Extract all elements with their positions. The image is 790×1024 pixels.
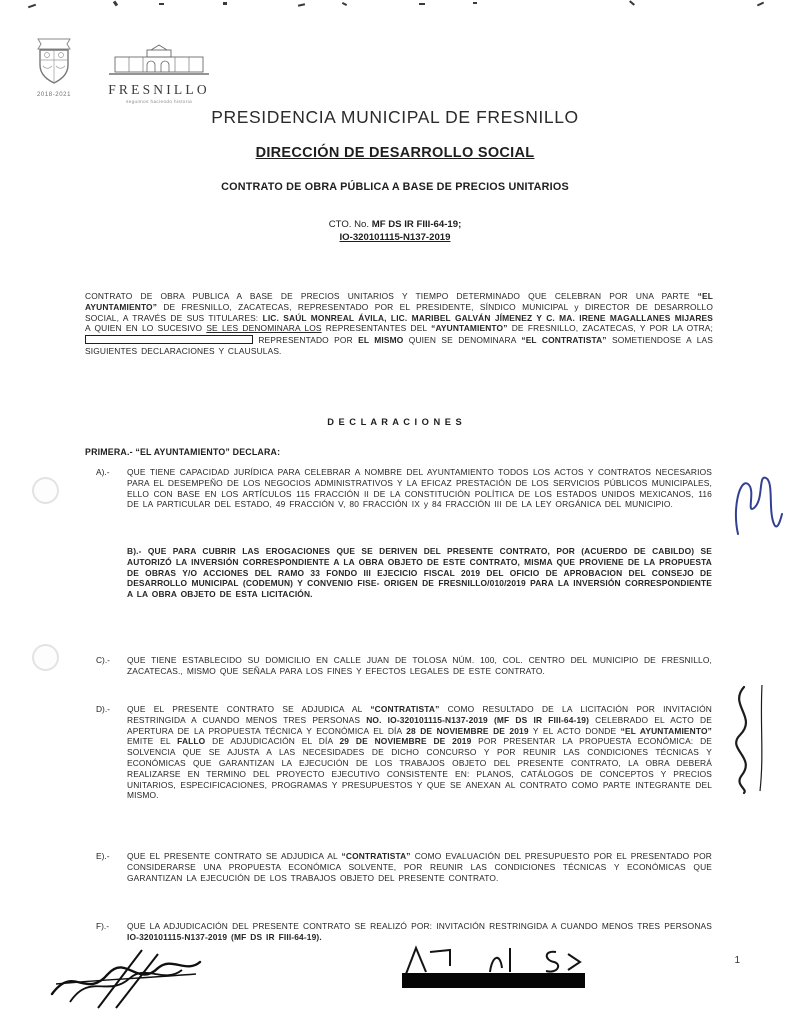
item-label: F).- <box>96 921 110 931</box>
text-segment: Y EL ACTO DONDE <box>528 725 621 736</box>
item-label: E).- <box>96 851 110 861</box>
io-number: IO-320101115-N137-2019 <box>339 232 451 243</box>
scan-mark <box>113 1 118 7</box>
margin-signature-ink-2 <box>714 683 772 795</box>
item-text <box>127 467 712 510</box>
scan-mark <box>419 3 425 5</box>
scan-mark <box>629 0 635 5</box>
text-segment: POR PRESENTAR LA PROPUESTA ECONÓMICA: DE SOLVENCIA QUE SE AJUSTA A LAS NECESIDADES DE DICHO CONCURSO Y POR REUNIR LAS CONDICIONES TÉCNICAS Y ECONÓMICAS QUE GARANTIZAN LA EJECUCIÓN DE LOS TRABAJOS OBJETO DEL PRESENTE CONTRATO, LA OBRA DEBERÁ REALIZARSE EN TERMINO DEL PROYECTO EJECUTIVO CONSISTENTE EN: PLANOS, CATÁLOGOS DE CONCEPTOS Y PRECIOS UNITARIOS, ESPECIFICACIONES, PROGRAMAS Y PRESUPUESTOS Y QUE SE ANEXAN AL CONTRATO COMO PARTE INTEGRANTE DEL MISMO. <box>127 736 712 801</box>
declarations-heading: D E C L A R A C I O N E S <box>327 417 463 427</box>
declaration-item-e <box>96 851 712 883</box>
hole-punch <box>32 644 59 671</box>
text-segment: LIC. SAÚL MONREAL ÁVILA, LIC. MARIBEL GALVÁN JÍMENEZ Y C. MA. IRENE MAGALLANES MIJARES <box>262 312 713 323</box>
department-title: DIRECCIÓN DE DESARROLLO SOCIAL <box>255 145 535 161</box>
text-segment: CELEBRADO EL ACTO DE APERTURA DE LA PROPUESTA TÉCNICA Y ECONÓMICA EL DÍA <box>127 714 712 736</box>
tender-number-line <box>0 232 790 243</box>
fresnillo-wordmark: FRESNILLO <box>108 82 210 97</box>
declaration-item-f <box>96 921 712 943</box>
text-segment: A QUIEN EN LO SUCESIVO <box>85 323 207 334</box>
text-segment: REPRESENTADO POR <box>253 335 359 346</box>
text-segment: “AYUNTAMIENTO” <box>431 323 508 334</box>
text-segment: “EL CONTRATISTA” <box>521 335 607 346</box>
primera-heading: PRIMERA.- “EL AYUNTAMIENTO” DECLARA: <box>85 447 281 457</box>
text-segment: QUE TIENE CAPACIDAD JURÍDICA PARA CELEBRAR A NOMBRE DEL AYUNTAMIENTO TODOS LOS ACTOS Y CONTRATOS NECESARIOS PARA EL DESEMPEÑO DE LOS NEGOCIOS ADMINISTRATIVOS Y LA EFICAZ PRESTACIÓN DE LOS SERVICIOS PÚBLICOS MUNICIPALES, ELLO CON BASE EN LOS ARTÍCULOS 115 FRACCIÓN II DE LA CONSTITUCIÓN POLÍTICA DE LOS ESTADOS UNIDOS MEXICANOS, 116 DE LA PARTICULAR DEL ESTADO, 49 FRACCIÓN V, 80 FRACCIÓN IX y 84 FRACCIÓN III DE LA LEY ORGÁNICA DEL MUNICIPIO. <box>127 467 712 510</box>
text-segment: DE ADJUDICACIÓN EL DÍA <box>205 736 340 747</box>
contract-type-title: CONTRATO DE OBRA PÚBLICA A BASE DE PRECIOS UNITARIOS <box>221 181 569 193</box>
item-text <box>127 921 712 943</box>
text-segment: COMO RESULTADO DE LA LICITACIÓN POR INVITACIÓN RESTRINGIDA A CUANDO MENOS TRES PERSONAS <box>127 704 712 725</box>
crest-shield-icon <box>28 36 80 86</box>
scan-mark <box>342 2 347 6</box>
fresnillo-logo <box>102 44 216 104</box>
text-segment: QUE EL PRESENTE CONTRATO SE ADJUDICA AL <box>127 704 371 714</box>
text-segment: QUE LA ADJUDICACIÓN DEL PRESENTE CONTRATO SE REALIZÓ POR: INVITACIÓN RESTRINGIDA A CUANDO MENOS TRES PERSONAS <box>127 921 712 931</box>
item-text <box>127 851 712 883</box>
text-segment: “CONTRATISTA” <box>370 704 440 714</box>
text-segment: EMITE EL <box>127 736 178 747</box>
declaration-item-a <box>96 467 712 510</box>
item-label: A).- <box>96 467 110 477</box>
text-segment: REPRESENTANTES DEL <box>321 323 432 334</box>
text-segment: QUIEN SE DENOMINARA <box>403 335 522 346</box>
intro-paragraph <box>85 291 713 357</box>
text-segment: DE FRESNILLO, ZACATECAS, Y POR LA OTRA; <box>507 323 713 334</box>
text-segment: SE LES DENOMINARA LOS <box>206 323 322 334</box>
text-segment: FALLO <box>177 736 206 747</box>
text-segment: CONTRATO DE OBRA PUBLICA A BASE DE PRECIOS UNITARIOS Y TIEMPO DETERMINADO QUE CELEBRAN POR UNA PARTE <box>85 291 698 301</box>
item-label: D).- <box>96 704 110 714</box>
item-text <box>127 655 712 677</box>
scan-mark <box>28 4 36 9</box>
hole-punch <box>32 477 59 504</box>
cto-number: MF DS IR FIII-64-19; <box>371 219 462 230</box>
text-segment: IO-320101115-N137-2019 (MF DS IR FIII-64-19). <box>127 931 322 942</box>
crest-years-label: 2018-2021 <box>36 92 72 98</box>
text-segment: COMO EVALUACIÓN DEL PRESUPUESTO POR EL PRESENTADO POR CONSIDERARSE UNA PROPUESTA ECONÓMICA SOLVENTE, POR REUNIR LAS CONDICIONES TÉCNICAS Y ECONÓMICAS QUE GARANTIZAN LA EJECUCIÓN DE LOS TRABAJOS OBJETO DEL PRESENTE CONTRATO. <box>127 851 713 883</box>
scan-mark <box>298 3 305 6</box>
text-segment: QUE EL PRESENTE CONTRATO SE ADJUDICA AL <box>127 851 342 861</box>
text-segment: QUE TIENE ESTABLECIDO SU DOMICILIO EN CALLE JUAN DE TOLOSA NÚM. 100, COL. CENTRO DEL MUNICIPIO DE FRESNILLO, ZACATECAS., MISMO QUE SEÑALA PARA LOS FINES Y EFECTOS LEGALES DE ESTE CONTRATO. <box>127 655 712 676</box>
declaration-item-c <box>96 655 712 677</box>
declaration-item-d <box>96 704 712 801</box>
municipal-crest-logo <box>26 36 82 98</box>
item-text <box>127 704 712 801</box>
margin-signature-ink <box>728 462 784 547</box>
text-segment: 28 DE NOVIEMBRE DE 2019 <box>406 725 529 736</box>
scan-mark <box>473 2 477 4</box>
fresnillo-tagline: seguimos haciendo historia <box>125 99 193 104</box>
scan-mark <box>757 2 764 7</box>
page-number: 1 <box>734 955 740 966</box>
contract-number-line <box>0 219 790 230</box>
text-segment: “EL AYUNTAMIENTO” <box>620 725 712 736</box>
text-segment: SOMETIENDOSE A LAS SIGUIENTES DECLARACIONES Y CLAUSULAS. <box>85 335 714 356</box>
item-text <box>127 546 712 600</box>
cto-prefix: CTO. No. <box>328 219 372 230</box>
text-segment: B).- QUE PARA CUBRIR LAS EROGACIONES QUE SE DERIVEN DEL PRESENTE CONTRATO, POR (ACUERDO DE CABILDO) SE AUTORIZÓ LA INVERSIÓN CORRESPONDIENTE A LA OBRA OBJETO DE ESTE CONTRATO, MISMA QUE PROVIENE DE LA PROPUESTA DE OBRAS Y/O ACCIONES DEL RAMO 33 FONDO III EJECICIO FISCAL 2019 DEL OFICIO DE APROBACION DEL CONSEJO DE DESARROLLO MUNICIPAL (CODEMUN) Y CONVENIO FISE- ORIGEN DE FRESNILLO/010/2019 PARA LA INVERSIÓN CORRESPONDIENTE A LA OBRA OBJETO DE ESTA LICITACIÓN. <box>127 546 712 600</box>
text-segment: DE FRESNILLO, ZACATECAS, REPRESENTADO POR EL PRESIDENTE, SÍNDICO MUNICIPAL y DIRECTOR DE DESARROLLO SOCIAL, A TRAVÉS DE SUS TITULARES: <box>85 301 713 323</box>
scan-mark <box>159 3 164 5</box>
redaction-box <box>85 335 253 344</box>
item-label: C).- <box>96 655 110 665</box>
bottom-left-signature <box>46 944 206 1012</box>
text-segment: “EL AYUNTAMIENTO” <box>85 291 713 312</box>
text-segment: “CONTRATISTA” <box>341 851 411 861</box>
text-segment: 29 DE NOVIEMBRE DE 2019 <box>339 736 472 747</box>
declaration-item-b <box>96 546 712 600</box>
fresnillo-building-icon <box>107 44 211 76</box>
scan-mark <box>223 2 227 5</box>
text-segment: NO. IO-320101115-N137-2019 (MF DS IR FIII-64-19) <box>366 714 590 725</box>
text-segment: EL MISMO <box>358 335 404 346</box>
page-title: PRESIDENCIA MUNICIPAL DE FRESNILLO <box>211 107 579 127</box>
redaction-bar <box>402 973 585 988</box>
